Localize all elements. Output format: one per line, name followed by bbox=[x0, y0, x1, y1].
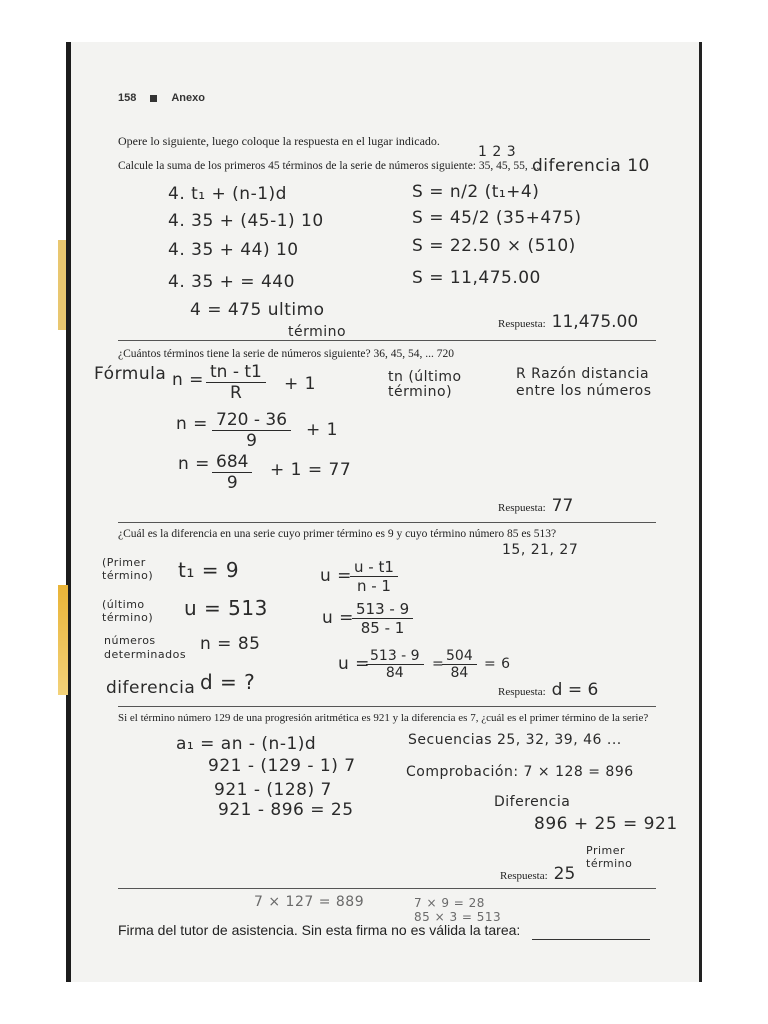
q3-label: (último término) bbox=[102, 598, 154, 624]
q4-right-line: 896 + 25 = 921 bbox=[534, 814, 678, 834]
q3-f3-den: 84 bbox=[385, 665, 404, 681]
q4-answer bbox=[500, 864, 575, 884]
q1-answer bbox=[498, 312, 638, 332]
q3-f1-fraction bbox=[350, 558, 398, 595]
worksheet-page bbox=[66, 42, 702, 982]
q3-value: u = 513 bbox=[184, 596, 268, 620]
q2-f3-left: n = bbox=[178, 454, 210, 474]
q1-left-line: 4. 35 + = 440 bbox=[168, 272, 295, 292]
q4-right-line: Secuencias 25, 32, 39, 46 ... bbox=[408, 732, 622, 748]
q2-tn-note: tn (último término) bbox=[388, 369, 462, 400]
q4-right-line: Primer término bbox=[586, 844, 633, 870]
section-title: Anexo bbox=[171, 92, 205, 104]
q4-left-line: 921 - (128) 7 bbox=[214, 780, 332, 800]
divider bbox=[118, 522, 656, 523]
q3-f3-mid-den: 84 bbox=[450, 665, 469, 681]
q1-answer-value: 11,475.00 bbox=[551, 312, 639, 332]
q3-series-note: 15, 21, 27 bbox=[502, 542, 579, 558]
page-header bbox=[118, 92, 205, 104]
q2-f1-den: R bbox=[230, 383, 242, 403]
q2-f3-num: 684 bbox=[212, 452, 252, 473]
q3-label: diferencia bbox=[106, 678, 196, 698]
q3-answer bbox=[498, 680, 598, 700]
q2-f2-left: n = bbox=[176, 414, 208, 434]
q2-f2-num: 720 - 36 bbox=[212, 410, 291, 431]
q4-left-line: 921 - (129 - 1) 7 bbox=[208, 756, 356, 776]
q2-question: ¿Cuántos términos tiene la serie de números siguiente? 36, 45, 54, ... 720 bbox=[118, 348, 454, 360]
q3-f2-left: u = bbox=[322, 608, 354, 628]
q1-left-line: 4. 35 + 44) 10 bbox=[168, 240, 299, 260]
q4-left-line: a₁ = an - (n-1)d bbox=[176, 734, 317, 754]
q3-f1-num: u - t1 bbox=[350, 558, 398, 577]
q2-f2-fraction bbox=[212, 410, 291, 451]
q3-answer-value: d = 6 bbox=[551, 680, 599, 700]
q1-question: Calcule la suma de los primeros 45 términos de la serie de números siguiente: 35, 45, 55, ... bbox=[118, 160, 540, 172]
background-top bbox=[0, 0, 768, 42]
q3-label: (Primer término) bbox=[102, 556, 154, 582]
answer-label: Respuesta: bbox=[500, 870, 548, 882]
q3-f3-right: = 6 bbox=[484, 656, 511, 672]
q1-right-line: S = 45/2 (35+475) bbox=[412, 208, 582, 228]
q3-f3-mid-num: 504 bbox=[442, 648, 477, 665]
q3-value: d = ? bbox=[200, 670, 256, 694]
q2-f1-left: n = bbox=[172, 370, 204, 390]
divider bbox=[118, 888, 656, 889]
q3-f3-fraction bbox=[366, 648, 424, 681]
q2-f3-fraction bbox=[212, 452, 252, 493]
q1-left-line: 4 = 475 ultimo bbox=[190, 300, 325, 320]
q2-f1-fraction bbox=[206, 362, 266, 403]
header-square-icon bbox=[150, 95, 157, 102]
q1-left-line: 4. t₁ + (n-1)d bbox=[168, 184, 287, 204]
q2-f3-den: 9 bbox=[226, 473, 238, 493]
signature-line bbox=[532, 939, 650, 940]
q3-value: t₁ = 9 bbox=[178, 558, 240, 582]
tutor-signature-prompt: Firma del tutor de asistencia. Sin esta firma no es válida la tarea: bbox=[118, 922, 521, 938]
q3-value: n = 85 bbox=[200, 634, 261, 654]
q1-right-line: S = 11,475.00 bbox=[412, 268, 541, 288]
divider bbox=[118, 706, 656, 707]
q1-left-line: 4. 35 + (45-1) 10 bbox=[168, 211, 324, 231]
answer-label: Respuesta: bbox=[498, 686, 546, 698]
q1-note-indices: 1 2 3 bbox=[478, 144, 517, 160]
q3-f3-mid-fraction bbox=[442, 648, 477, 681]
q4-question: Si el término número 129 de una progresión aritmética es 921 y la diferencia es 7, ¿cuál es el primer término de la serie? bbox=[118, 712, 649, 724]
q4-answer-value: 25 bbox=[553, 864, 576, 884]
bottom-note: 85 × 3 = 513 bbox=[414, 910, 502, 924]
q2-r-note: R Razón distancia entre los números bbox=[516, 366, 652, 399]
book-spine-strip-yellow bbox=[58, 585, 68, 695]
q1-right-line: S = n/2 (t₁+4) bbox=[412, 182, 540, 202]
q2-f1-right: + 1 bbox=[284, 374, 316, 394]
page-number: 158 bbox=[118, 92, 137, 104]
q2-f1-num: tn - t1 bbox=[206, 362, 266, 383]
q3-f2-den: 85 - 1 bbox=[360, 619, 405, 637]
q2-answer-value: 77 bbox=[551, 496, 574, 516]
answer-label: Respuesta: bbox=[498, 318, 546, 330]
q4-left-line: 921 - 896 = 25 bbox=[218, 800, 354, 820]
q2-f3-right: + 1 = 77 bbox=[270, 460, 352, 480]
q3-f1-left: u = bbox=[320, 566, 352, 586]
q1-left-line: término bbox=[288, 324, 347, 340]
bottom-note: 7 × 127 = 889 bbox=[254, 894, 365, 910]
q3-label: números determinados bbox=[104, 634, 187, 661]
bottom-note: 7 × 9 = 28 bbox=[414, 896, 485, 910]
q3-f1-den: n - 1 bbox=[356, 577, 391, 595]
q1-note-diff: diferencia 10 bbox=[532, 156, 650, 176]
page-edge bbox=[66, 42, 71, 982]
q2-formula-label: Fórmula bbox=[94, 364, 167, 384]
q3-f3-left: u = bbox=[338, 654, 370, 674]
q1-right-line: S = 22.50 × (510) bbox=[412, 236, 576, 256]
answer-label: Respuesta: bbox=[498, 502, 546, 514]
book-spine-strip bbox=[58, 240, 66, 330]
q3-question: ¿Cuál es la diferencia en una serie cuyo primer término es 9 y cuyo término número 85 es 513? bbox=[118, 528, 557, 540]
q2-answer bbox=[498, 496, 573, 516]
q4-right-line: Comprobación: 7 × 128 = 896 bbox=[406, 764, 634, 780]
q2-f2-right: + 1 bbox=[306, 420, 338, 440]
q3-f2-fraction bbox=[352, 600, 413, 637]
instructions: Opere lo siguiente, luego coloque la respuesta en el lugar indicado. bbox=[118, 134, 440, 148]
divider bbox=[118, 340, 656, 341]
q2-f2-den: 9 bbox=[246, 431, 257, 451]
q3-f3-num: 513 - 9 bbox=[366, 648, 424, 665]
q4-right-line: Diferencia bbox=[494, 794, 571, 810]
q3-f2-num: 513 - 9 bbox=[352, 600, 413, 619]
